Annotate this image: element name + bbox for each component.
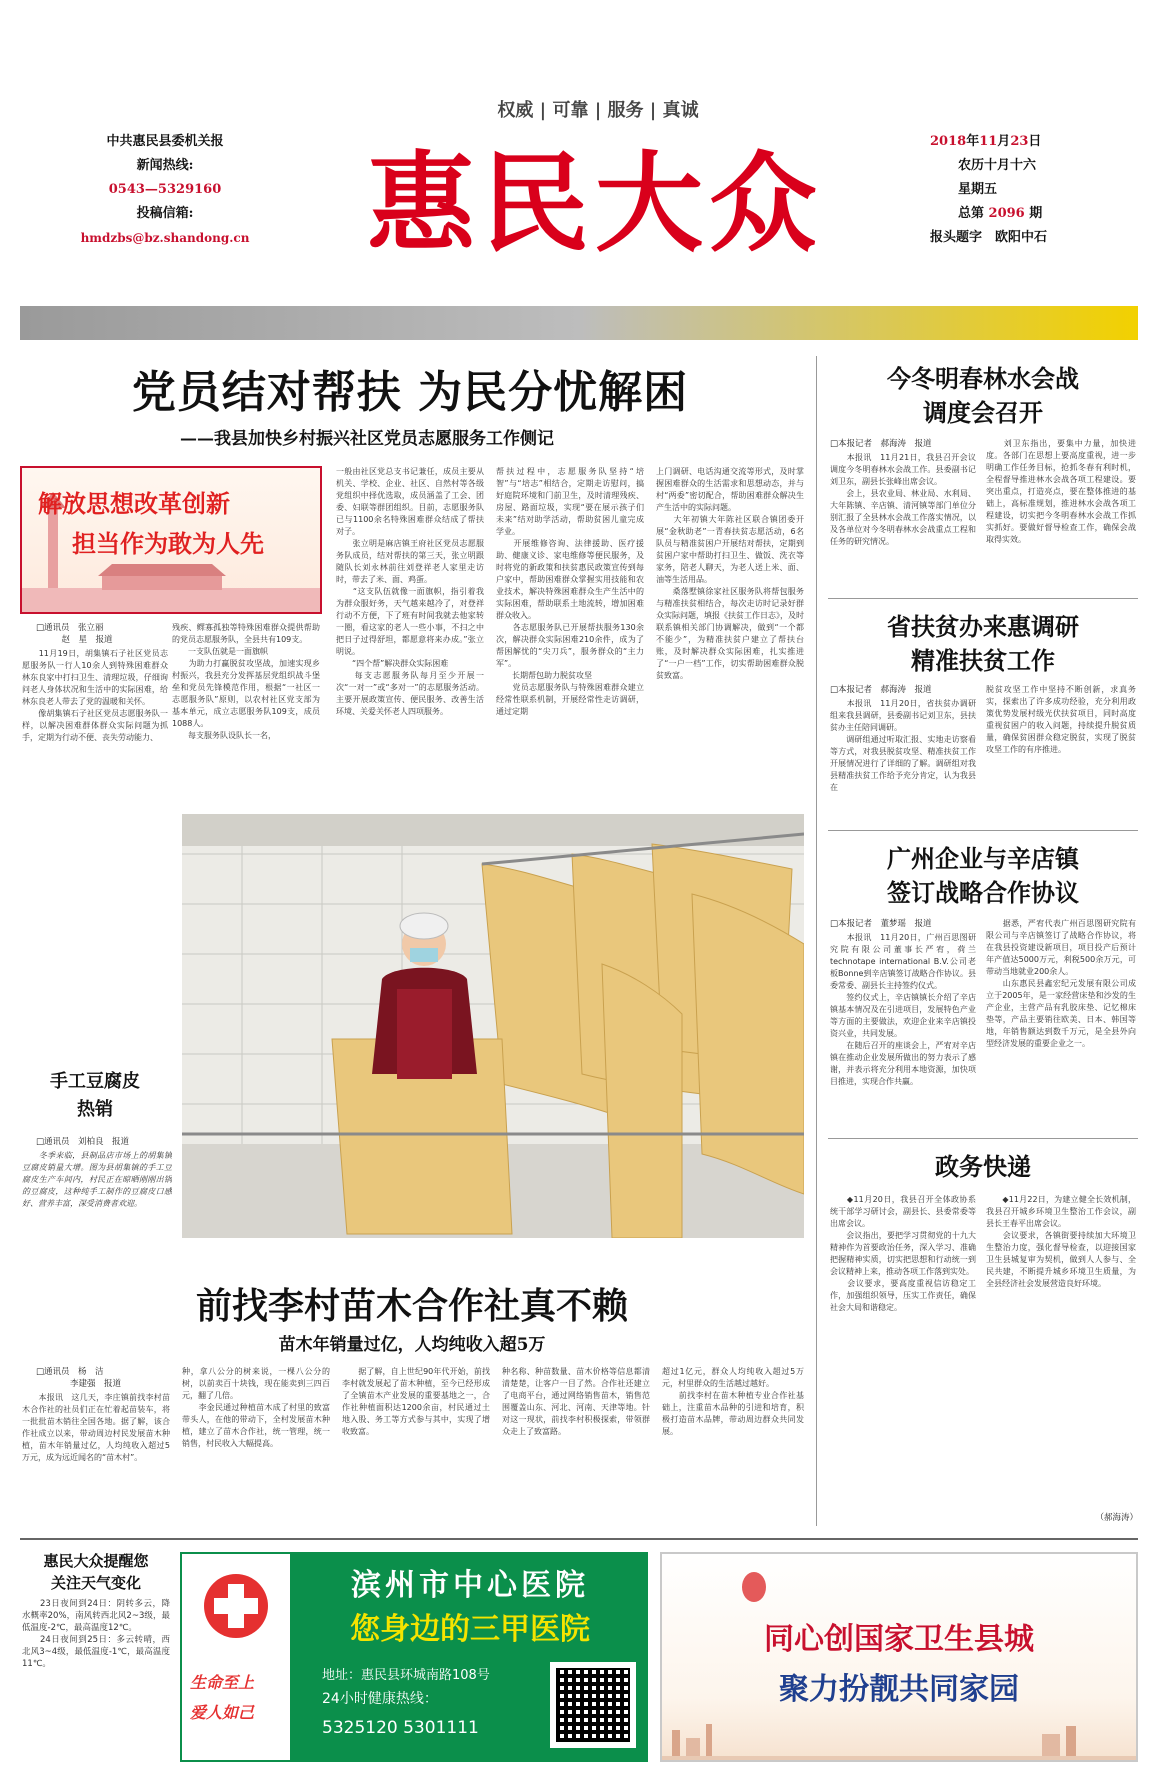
lead-col-3: 一般由社区党总支书记兼任，成员主要从机关、学校、企业、社区、自然村等各级党组织中择优选取，成员涵盖了工会、团委、妇联等群团组织。目前，志愿服务队已与1100余名特殊困难群众结成了帮扶对子。 张立明是麻店镇王府社区党员志愿服务队成员，结对帮扶的第三天，张立明跟随队长刘永林前往刘登祥老人家里走访时，带去了米、面、鸡蛋。 “这支队伍就像一面旗帜，指引着我为群众服好务，天气越来越冷了，对登祥行动不方便，下了班有时间我就去他家转一圈，看这家的老人一些小事，不扫之中把日子过得舒坦，都愿意将来办成。”张立明说。 “四个帮”解决群众实际困难 每支志愿服务队每月至少开展一次“一对一”或“多对一”的志愿服务活动。主要开展政策宣传、便民服务、改善生活环境、关爱关怀老人四项服务。	[336, 467, 484, 716]
brief-author: （郝海涛）	[1095, 1513, 1138, 1523]
health-line-2: 聚力扮靓共同家园	[779, 1672, 1019, 1707]
banner-line-1: 解放思想改革创新	[38, 490, 230, 518]
bottom-divider	[20, 1538, 1138, 1540]
seedling-headline: 前找李村苗木合作社真不赖	[195, 1285, 628, 1327]
hospital-motto-1: 生命至上	[190, 1673, 255, 1692]
masthead-left-info	[60, 130, 270, 250]
tofu-workshop-illustration	[182, 814, 804, 1238]
poverty-col-2: 脱贫攻坚工作中坚持不断创新，求真务实，探索出了许多成功经验，充分利用政策优势发展村级光伏扶贫项目，同时高度重视贫困户的收入问题，持续提升脱贫质量，确保贫困群众稳定脱贫，实现了脱贫攻坚工作的有序推进。	[986, 685, 1136, 754]
issue-date: 2018年11月23日	[930, 134, 1042, 149]
tofu-text: 冬季来临，县制品店市场上的胡集镇豆腐皮销量大增。图为县胡集镇的手工豆腐皮生产车间内，村民正在晾晒刚刚出锅的豆腐皮，这种纯手工制作的豆腐皮口感好、营养丰富，深受消费者欢迎。	[22, 1151, 172, 1208]
seedling-col-5: 超过1亿元，群众人均纯收入超过5万元，村里群众的生活越过越好。 前找李村在苗木种植专业合作社基础上，注重苗木品种的引进和培育，积极打造苗木品牌，带动周边群众共同发展。	[662, 1367, 804, 1436]
guangzhou-byline: □本报记者 董梦瑶 报道	[830, 919, 932, 929]
banner-line-2: 担当作为敢为人先	[72, 530, 264, 558]
hospital-phones: 5325120 5301111	[322, 1718, 479, 1738]
tofu-byline: □通讯员 刘柏良 报道	[36, 1137, 130, 1147]
hospital-ad-left	[182, 1554, 290, 1760]
lead-col-5: 上门调研、电话沟通交流等形式，及时掌握困难群众的生活需求和思想动态，并与村“两委”密切配合，帮助困难群众解决生产生活中的实际问题。 大年初镇大年陈社区联合镇团委开展“金秋助老”一青春扶贫志愿活动，6名队员与精准贫困户开展结对帮扶，定期到贫困户家中帮助打扫卫生、做饭、洗衣等家务，陪老人聊天，为老人送上米、面、油等生活用品。 桑落墅镇徐家社区服务队将帮包服务与精准扶贫相结合，每次走访时记录好群众实际问题，填报《扶贫工作日志》，及时联系镇相关部门协调解决，做到“一个都不能少”，为精准扶贫户建立了帮扶台账，及时解决群众实际困难，扎实推进了“一户一档”工作，切实帮助困难群众脱贫致富。	[656, 467, 804, 680]
tofu-headline-line-2: 热销	[77, 1099, 113, 1120]
divider-winter	[828, 598, 1138, 599]
email-label: 投稿信箱:	[136, 206, 194, 221]
lead-byline: □通讯员 张立丽 赵 星 报道	[36, 623, 113, 645]
winter-headline-line-2: 调度会召开	[923, 398, 1043, 427]
qr-code-icon	[550, 1662, 636, 1748]
hospital-name: 滨州市中心医院	[351, 1568, 589, 1603]
column-divider	[816, 356, 817, 1526]
lunar-date: 农历十月十六	[958, 158, 1037, 173]
masthead-bar	[20, 306, 1138, 340]
winter-headline	[828, 362, 1138, 430]
hospital-address: 地址：惠民县环城南路108号	[322, 1668, 490, 1683]
health-line-1: 同心创国家卫生县城	[764, 1622, 1034, 1657]
guangzhou-col-1: 本报讯 11月20日，广州百思图研究院有限公司董事长严宥，荷兰technotape international B.V.公司老板Bonne到辛店镇签订战略合作协议。县委常委、副县长主持签约仪式。 签约仪式上，辛店镇镇长介绍了辛店镇基本情况及在引进项目，发展特色产业等方面的主要做法，欢迎企业来辛店镇投资兴业，共同发展。 在随后召开的座谈会上，严宥对辛店镇在推动企业发展所做出的努力表示了感谢，并表示将充分利用本地资源，加快项目推进，实现合作共赢。	[830, 933, 976, 1086]
weekday: 星期五	[958, 182, 998, 197]
hospital-ad	[180, 1552, 648, 1762]
poverty-headline-line-2: 精准扶贫工作	[911, 646, 1055, 675]
lead-headline: 党员结对帮扶 为民分忧解困	[131, 367, 689, 418]
lead-col-2: 残疾、鳏寡孤独等特殊困难群众提供帮助的党员志愿服务队，全县共有109支。 一支队伍就是一面旗帜 为助力打赢脱贫攻坚战，加速实现乡村振兴，我县充分发挥基层党组织战斗堡垒和党员先锋模范作用，根据“一社区一志愿服务队”原则，以农村社区党支部为基本单元，成立志愿服务队109支，成员1088人。 每支服务队设队长一名，	[172, 623, 320, 740]
health-city-ad	[660, 1552, 1138, 1762]
masthead-slogan: 权威 | 可靠 | 服务 | 真诚	[497, 100, 699, 121]
guangzhou-col-2: 据悉，严宥代表广州百思图研究院有限公司与辛店镇签订了战略合作协议，将在我县投资建设新项目，项目投产后预计年产值达5000万元，利税500余万元，可带动当地就业200余人。 山东惠民县鑫宏纪元发展有限公司成立于2005年，是一家经营床垫和沙发的生产企业，主营产品有乳胶床垫、记忆棉床垫等，产品主要销往欧美、日本、韩国等地，年销售额达到数千万元，是全县外向型经济发展的重要企业之一。	[986, 919, 1136, 1048]
divider-poverty	[828, 830, 1138, 831]
poverty-headline	[828, 610, 1138, 678]
weather-title-1: 惠民大众提醒您	[43, 1552, 149, 1570]
masthead-right-info	[930, 130, 1130, 250]
seedling-col-1: 本报讯 这几天，李庄镇前找李村苗木合作社的社员们正在忙着起苗装车，将一批批苗木销往全国各地。据了解，该合作社成立以来，带动周边村民发展苗木种植，苗木年销量过亿，人均纯收入超过5万元，成为远近闻名的“苗木村”。	[22, 1393, 170, 1462]
divider-guangzhou	[828, 1138, 1138, 1139]
balloon-icon	[742, 1572, 766, 1602]
lead-col-1: 11月19日，胡集镇石子社区党员志愿服务队一行人10余人到特殊困难群众林东良家中打扫卫生、清理垃圾，仔细询问老人身体状况和生活中的实际困难，给林东良老人带去了党的温暖和关怀。 像胡集镇石子社区党员志愿服务队一样，以解决困难群体群众实际问题为抓手，定期为行动不便、丧失劳动能力、	[22, 649, 168, 742]
issue-number: 总第 2096 期	[958, 206, 1043, 221]
seedling-col-3: 据了解，自上世纪90年代开始，前找李村就发展起了苗木种植，至今已经形成了全镇苗木产业发展的重要基地之一，合作社种植面积达1200余亩，村民通过土地入股、务工等方式参与其中，实现了增收致富。	[342, 1367, 490, 1436]
guangzhou-headline-line-2: 签订战略合作协议	[887, 878, 1079, 907]
poverty-headline-line-1: 省扶贫办来惠调研	[887, 612, 1079, 641]
brief-col-2: ◆11月22日，为建立健全长效机制，我县召开城乡环境卫生整治工作会议，副县长王春平出席会议。 会议要求，各镇街要持续加大环境卫生整治力度，强化督导检查，以迎接国家卫生县城复审为契机，做到人人参与、全民共建，不断提升城乡环境卫生质量，为全县经济社会发展营造良好环境。	[986, 1195, 1136, 1288]
lead-banner	[20, 466, 322, 614]
weather-box	[22, 1550, 170, 1760]
seedling-subhead: 苗木年销量过亿，人均纯收入超5万	[278, 1335, 546, 1355]
weather-title-2: 关注天气变化	[50, 1574, 141, 1592]
poverty-col-1: 本报讯 11月20日，省扶贫办调研组来我县调研，县委副书记刘卫东，县扶贫办主任陪同调研。 调研组通过听取汇报、实地走访察看等方式，对我县脱贫攻坚、精准扶贫工作开展情况进行了详细的了解。调研组对我县精准扶贫工作给予充分肯定，认为我县在	[830, 699, 976, 792]
poverty-byline: □本报记者 郝海涛 报道	[830, 685, 932, 695]
masthead-title: 惠民大众	[366, 141, 823, 267]
winter-byline: □本报记者 郝海涛 报道	[830, 439, 932, 449]
lead-subhead: ——我县加快乡村振兴社区党员志愿服务工作侧记	[180, 429, 554, 449]
tofu-headline-line-1: 手工豆腐皮	[50, 1071, 140, 1092]
tofu-headline	[20, 1068, 170, 1124]
winter-headline-line-1: 今冬明春林水会战	[887, 364, 1079, 393]
brief-col-1: ◆11月20日，我县召开全体政协系统干部学习研讨会，副县长、县委常委等出席会议。 会议指出，要把学习贯彻党的十九大精神作为首要政治任务，深入学习、准确把握精神实质，切实把思想和行动统一到会议精神上来，推动各项工作落到实处。 会议要求，要高度重视信访稳定工作，加强组织领导，压实工作责任，确保社会大局和谐稳定。	[830, 1195, 976, 1312]
brief-headline: 政务快递	[935, 1152, 1031, 1181]
email-address: hmdzbs@bz.shandong.cn	[80, 231, 250, 245]
seedling-byline: □通讯员 杨 洁 李建强 报道	[36, 1367, 122, 1389]
seedling-col-2: 种，拿八公分的树来说，一棵八公分的树，以前卖百十块钱，现在能卖到三四百元，翻了几倍。 李金民通过种植苗木成了村里的致富带头人，在他的带动下，全村发展苗木种植，建立了苗木合作社，统一管理，统一销售，村民收入大幅提高。	[182, 1367, 330, 1448]
weather-text: 23日夜间到24日：阴转多云，降水概率20%，南风转西北风2~3级，最低温度-2℃，最高温度12℃。 24日夜间到25日：多云转晴，西北风3~4级，最低温度-1℃，最高温度11℃。	[22, 1599, 170, 1669]
org-name: 中共惠民县委机关报	[106, 134, 224, 149]
winter-col-1: 本报讯 11月21日，我县召开会议调度今冬明春林水会战工作。县委副书记刘卫东，副县长张峰出席会议。 会上，县农业局、林业局、水利局、大年陈镇、辛店镇、清河镇等部门单位分别汇报了全县林水会战工作落实情况，以及各单位对今冬明春林水会战重点工程和任务的研究情况。	[830, 453, 976, 546]
hospital-motto-2: 爱人如己	[190, 1703, 255, 1722]
hospital-hotline-label: 24小时健康热线：	[322, 1691, 438, 1707]
guangzhou-headline-line-1: 广州企业与辛店镇	[887, 844, 1079, 873]
winter-col-2: 刘卫东指出，要集中力量，加快进度。各部门在思想上要高度重视，进一步明确工作任务目标，抢抓冬春有利时机，全程督导推进林水会战各项工程建设。要突出重点，打造亮点，要在整体推进的基础上，高标准规划，推进林水会战各项工程建设，切实把今冬明春林水会战工作抓实抓好。要做好督导检查工作，确保会战取得实效。	[986, 439, 1136, 544]
tofu-skin-photo	[182, 814, 804, 1238]
seedling-col-4: 种名称、种苗数量、苗木价格等信息都清清楚楚，让客户一目了然。合作社还建立了电商平台，通过网络销售苗木，销售范围覆盖山东、河北、河南、天津等地。针对这一现状，前找李村积极探索，带领群众走上了致富路。	[502, 1367, 650, 1436]
skyline-graphic	[662, 1720, 1136, 1760]
hospital-tagline: 您身边的三甲医院	[350, 1612, 590, 1647]
hotline-label: 新闻热线:	[136, 158, 194, 173]
guangzhou-headline	[828, 842, 1138, 910]
hotline-number: 0543—5329160	[108, 182, 222, 197]
calligraphy-credit: 报头题字 欧阳中石	[930, 230, 1048, 245]
hospital-cross-icon	[204, 1574, 268, 1638]
lead-col-4: 帮扶过程中，志愿服务队坚持“培智”与“培志”相结合，定期走访慰问，搞好庭院环境和门前卫生，及时清理残疾、房屋、路面垃圾，实现“要在展示孩子们未来”结对助学活动，帮助贫困儿童完成学业。 开展维修咨询、法律援助、医疗援助、健康义诊、家电维修等便民服务，及时将党的新政策和扶贫惠民政策宣传到每户家中，帮助困难群众掌握实用技能和农业技术，解决特殊困难群众生产生活中的实际困难，帮助联系土地流转，增加困难群众收入。 各志愿服务队已开展帮扶服务130余次，解决群众实际困难210余件，成为了帮困解忧的“尖刀兵”，服务群众的“主力军”。 长期帮包助力脱贫攻坚 党员志愿服务队与特殊困难群众建立经常性联系机制，开展经常性走访调研，通过定期	[496, 467, 644, 716]
